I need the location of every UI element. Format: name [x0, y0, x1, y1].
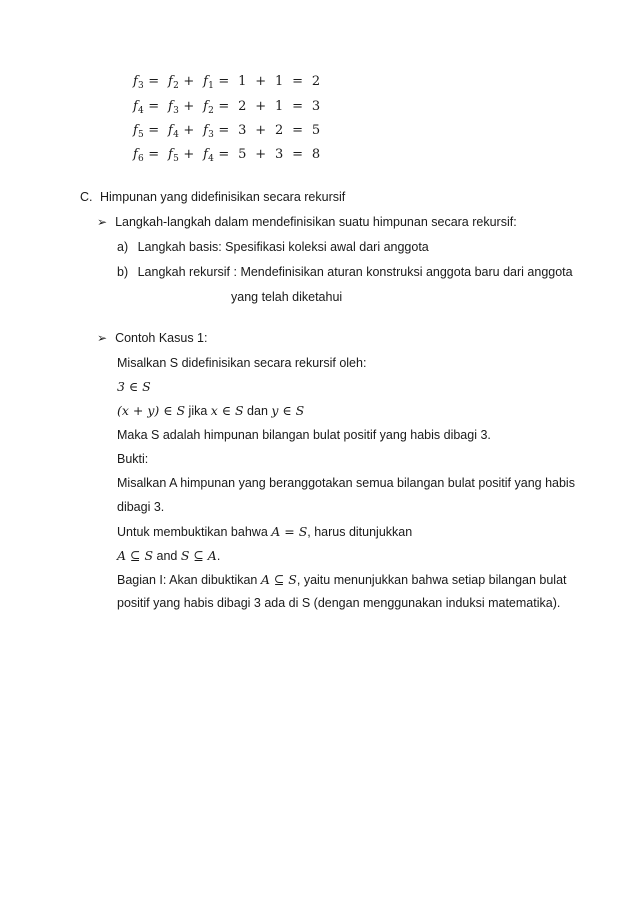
math-expression: y ∈ S	[271, 403, 305, 418]
eq-lhs: f	[133, 123, 139, 138]
eq-a-sub: 5	[173, 154, 179, 164]
body-line	[117, 548, 220, 563]
arrow-bullet-icon: ➢	[97, 331, 108, 345]
list-item-a	[117, 240, 429, 254]
eq-lhs-sub: 4	[138, 106, 144, 116]
eq-lhs-sub: 6	[138, 154, 144, 164]
eq-b-sub: 4	[208, 154, 215, 164]
math-expression: x ∈ S	[210, 403, 244, 418]
line-text: Untuk membuktikan bahwa	[117, 525, 272, 539]
section-title: Himpunan yang didefinisikan secara rekursif	[99, 190, 346, 204]
math-line	[117, 379, 151, 394]
eq-b-sub: 2	[208, 106, 215, 116]
eq-lhs: f	[133, 99, 139, 114]
body-line	[117, 572, 567, 587]
body-line: positif yang habis dibagi 3 ada di S (dengan menggunakan induksi matematika).	[117, 596, 561, 610]
line-text: .	[216, 549, 221, 563]
eq-values: 3 + 2 = 5	[238, 123, 321, 138]
math-expression: A = S	[271, 524, 308, 539]
bullet-title: Contoh Kasus 1:	[115, 331, 208, 345]
eq-a: f	[168, 123, 174, 138]
eq-lhs-sub: 5	[138, 130, 144, 140]
math-expression: A ⊆ S	[260, 572, 297, 587]
section-heading	[80, 190, 345, 204]
list-label: a)	[117, 240, 129, 254]
eq-values: 2 + 1 = 3	[238, 99, 321, 114]
body-line: Misalkan S didefinisikan secara rekursif oleh:	[117, 356, 367, 370]
math-expression: (x + y) ∈ S	[117, 403, 186, 418]
math-line	[117, 403, 304, 418]
connector-text: dan	[243, 404, 272, 418]
connector-text: jika	[185, 404, 211, 418]
body-line: Maka S adalah himpunan bilangan bulat positif yang habis dibagi 3.	[117, 428, 491, 442]
bullet-item	[97, 331, 207, 345]
eq-lhs: f	[133, 147, 139, 162]
arrow-bullet-icon: ➢	[97, 215, 108, 229]
eq-a-sub: 2	[173, 81, 179, 91]
eq-a: f	[168, 74, 174, 89]
math-expression: 3 ∈ S	[117, 379, 151, 394]
body-line	[117, 524, 412, 539]
eq-values: 1 + 1 = 2	[238, 74, 321, 89]
list-item-b-continuation: yang telah diketahui	[231, 290, 343, 304]
section-letter: C.	[80, 190, 93, 204]
equation-line: $f_4 = f_3 + f_2 = 2 + 1 = 3$	[133, 99, 321, 116]
math-expression: A ⊆ S	[117, 548, 154, 563]
line-text: Bagian I: Akan dibuktikan	[117, 573, 261, 587]
list-item-b	[117, 265, 573, 279]
eq-b: f	[203, 74, 209, 89]
line-text: , harus ditunjukkan	[307, 525, 413, 539]
eq-b: f	[203, 147, 209, 162]
eq-a-sub: 3	[173, 106, 179, 116]
body-line: Bukti:	[117, 452, 149, 466]
equation-line: $f_6 = f_5 + f_4 = 5 + 3 = 8$	[133, 147, 321, 164]
math-expression: S ⊆ A	[180, 548, 217, 563]
bullet-text: Langkah-langkah dalam mendefinisikan suatu himpunan secara rekursif:	[115, 215, 517, 229]
eq-a: f	[168, 99, 174, 114]
list-text: Langkah basis: Spesifikasi koleksi awal dari anggota	[137, 240, 429, 254]
connector-text: and	[153, 549, 181, 563]
eq-values: 5 + 3 = 8	[238, 147, 321, 162]
eq-b-sub: 1	[208, 81, 215, 91]
eq-lhs: f	[133, 74, 139, 89]
list-text: Langkah rekursif : Mendefinisikan aturan konstruksi anggota baru dari anggota	[137, 265, 573, 279]
eq-a-sub: 4	[173, 130, 179, 140]
line-text: , yaitu menunjukkan bahwa setiap bilangan bulat	[296, 573, 567, 587]
body-line: dibagi 3.	[117, 500, 165, 514]
bullet-item	[97, 215, 517, 229]
eq-b: f	[203, 123, 209, 138]
eq-b: f	[203, 99, 209, 114]
eq-lhs-sub: 3	[138, 81, 144, 91]
equation-line: $f_5 = f_4 + f_3 = 3 + 2 = 5$	[133, 123, 321, 140]
body-line: Misalkan A himpunan yang beranggotakan semua bilangan bulat positif yang habis	[117, 476, 575, 490]
list-label: b)	[117, 265, 129, 279]
eq-b-sub: 3	[208, 130, 215, 140]
eq-a: f	[168, 147, 174, 162]
equation-line: $f_3 = f_2 + f_1 = 1 + 1 = 2$	[133, 74, 321, 91]
